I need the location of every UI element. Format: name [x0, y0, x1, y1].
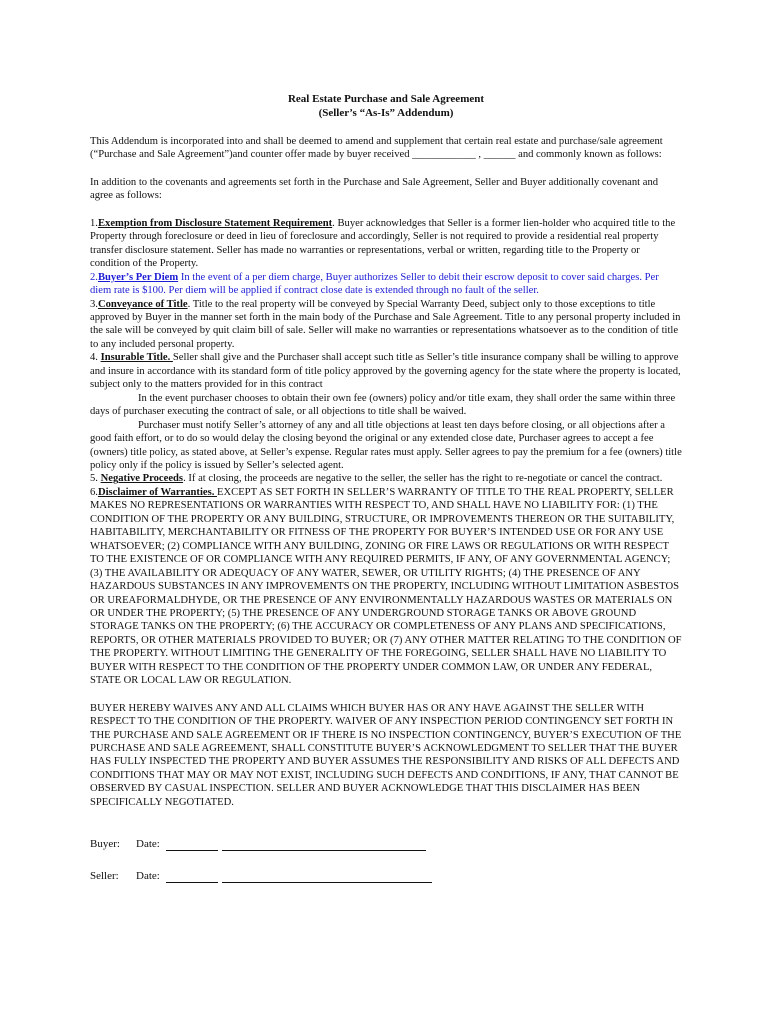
seller-label: Seller:: [90, 870, 119, 883]
section-1-heading: Exemption from Disclosure Statement Requirement: [97, 217, 333, 229]
seller-date-label: Date:: [136, 870, 160, 883]
section-5-number: 5.: [90, 473, 101, 485]
section-2-text: In the event of a per diem charge, Buyer authorizes Seller to debit their escrow deposit to cover said charges. Per diem rate is $100. Per diem will be applied if contract close date is extended through no fault of the seller.: [90, 271, 659, 297]
covenants-paragraph: In addition to the covenants and agreements set forth in the Purchase and Sale Agreement, Seller and Buyer additionally covenant and agree as follows:: [90, 176, 659, 202]
section-1-text: . Buyer acknowledges that Seller is a former lien-holder who acquired title to the Property through foreclosure or deed in lieu of foreclosure and accordingly, Seller is not required to provide a residential real property transfer disclosure statement. Seller has made no warranties or representations, verbal or written, regarding title to the Property or condition of the Property.: [90, 217, 676, 270]
section-6-text: EXCEPT AS SET FORTH IN SELLER’S WARRANTY OF TITLE TO THE REAL PROPERTY, SELLER MAKES NO REPRESENTATIONS OR WARRANTIES WITH RESPECT TO, AND SHALL HAVE NO LIABILITY FOR: (1) THE CONDITION OF THE PROPERTY OR ANY BUILDING, STRUCTURE, OR IMPROVEMENTS THEREON OR THE SUITABILITY, HABITABILITY, MERCHANTABILITY OR FITNESS OF THE PROPERTY FOR BUYER’S INTENDED USE OR FOR ANY USE WHATSOEVER; (2) COMPLIANCE WITH ANY BUILDING, ZONING OR FIRE LAWS OR REGULATIONS OR WITH RESPECT TO THE EXISTENCE OF OR COMPLIANCE WITH ANY REQUIRED PERMITS, IF ANY, OF ANY GOVERNMENTAL AGENCY; (3) THE AVAILABILITY OR ADEQUACY OF ANY WATER, SEWER, OR UTILITY RIGHTS; (4) THE PRESENCE OF ANY HAZARDOUS SUBSTANCES IN ANY IMPROVEMENTS ON THE PROPERTY, INCLUDING WITHOUT LIMITATION ASBESTOS OR UREAFORMALDHYDE, OR THE PRESENCE OF ANY ENVIRONMENTALLY HAZARDOUS WASTES OR MATERIALS ON OR UNDER THE PROPERTY; (5) THE PRESENCE OF ANY UNDERGROUND STORAGE TANKS OR ABOVE GROUND STORAGE TANKS ON THE PROPERTY; (6) THE ACCURACY OR COMPLETENESS OF ANY PLANS AND SPECIFICATIONS, REPORTS, OR OTHER MATERIALS PROVIDED TO BUYER; OR (7) ANY OTHER MATTER RELATING TO THE CONDITION OF THE PROPERTY. WITHOUT LIMITING THE GENERALITY OF THE FOREGOING, SELLER SHALL HAVE NO LIABILITY TO BUYER WITH RESPECT TO THE CONDITION OF THE PROPERTY UNDER COMMON LAW, OR UNDER ANY FEDERAL, STATE OR LOCAL LAW OR REGULATION.: [90, 486, 682, 687]
section-6-heading: Disclaimer of Warranties.: [97, 486, 218, 498]
section-3-text: . Title to the real property will be conveyed by Special Warranty Deed, subject only to those exceptions to title approved by Buyer in the manner set forth in the main body of the Purchase and Sale Agreement. Title to any personal property included in the sale will be conveyed by quit claim bill of sale. Seller will make no warranties or representations whatsoever as to the condition of title to any included personal property.: [90, 298, 681, 350]
signature-block: [90, 837, 682, 883]
section-4: [90, 351, 682, 391]
section-2: [90, 271, 682, 298]
buyer-date-label: Date:: [136, 838, 160, 851]
section-1-number: 1.: [90, 217, 98, 229]
section-2-number: 2.: [90, 271, 98, 283]
section-5-heading: Negative Proceeds: [100, 473, 184, 485]
intro-paragraph: This Addendum is incorporated into and shall be deemed to amend and supplement that certain real estate and purchase/sale agreement (“Purchase and Sale Agreement”)and counter offer made by buyer received ____________ , ______ and commonly known as follows:: [90, 136, 663, 161]
section-5-text: . If at closing, the proceeds are negative to the seller, the seller has the right to re-negotiate or cancel the contract.: [183, 473, 663, 485]
section-2-heading: Buyer’s Per Diem: [97, 271, 179, 283]
buyer-signature-field[interactable]: [222, 839, 426, 851]
section-5: [90, 472, 682, 485]
section-6: [90, 486, 682, 688]
seller-signature-row: [90, 869, 682, 883]
waiver-paragraph: BUYER HEREBY WAIVES ANY AND ALL CLAIMS WHICH BUYER HAS OR ANY HAVE AGAINST THE SELLER WITH RESPECT TO THE CONDITION OF THE PROPERTY. WAIVER OF ANY INSPECTION PERIOD CONTINGENCY SET FORTH IN THE PURCHASE AND SALE AGREEMENT OR IF THERE IS NO INSPECTION CONTINGENCY, BUYER’S EXECUTION OF THE PURCHASE AND SALE AGREEMENT, SHALL CONSTITUTE BUYER’S ACKNOWLEDGMENT TO SELLER THAT THE BUYER HAS FULLY INSPECTED THE PROPERTY AND BUYER ASSUMES THE RESPONSIBILITY AND RISKS OF ALL DEFECTS AND CONDITIONS THAT MAY OR MAY NOT EXIST, INCLUDING SUCH DEFECTS AND CONDITIONS, IF ANY, THAT CANNOT BE OBSERVED BY CASUAL INSPECTION. SELLER AND BUYER ACKNOWLEDGE THAT THIS DISCLAIMER HAS BEEN SPECIFICALLY NEGOTIATED.: [90, 702, 682, 808]
title-line-1: Real Estate Purchase and Sale Agreement: [287, 93, 485, 105]
buyer-date-field[interactable]: [166, 839, 218, 851]
section-3-heading: Conveyance of Title: [97, 298, 188, 310]
section-6-number: 6.: [90, 486, 98, 498]
section-4-text: Seller shall give and the Purchaser shall accept such title as Seller’s title insurance company shall be willing to approve and insure in accordance with its standard form of title policy approved by the governing agency for the state where the property is located, subject only to the matters provided for in this contract: [90, 352, 681, 391]
section-3: [90, 298, 682, 352]
section-1: [90, 217, 682, 271]
section-4-paragraph-3: Purchaser must notify Seller’s attorney of any and all title objections at least ten days before closing, or all objections after a good faith effort, or to do so would delay the closing beyond the original or any extended close date, Purchaser agrees to accept a fee (owners) title policy, as stated above, at Seller’s expense. Regular rates must apply. Seller agrees to pay the premium for a fee (owners) title policy only if the policy is issued by Seller’s selected agent.: [90, 419, 682, 471]
section-4-paragraph-2: In the event purchaser chooses to obtain their own fee (owners) policy and/or title exam, they shall order the same within three days of purchaser executing the contract of sale, or all objections to title shall be waived.: [90, 392, 676, 418]
buyer-signature-row: [90, 837, 682, 851]
buyer-label: Buyer:: [90, 838, 120, 851]
section-3-number: 3.: [90, 298, 98, 310]
title-line-2: (Seller’s “As-Is” Addendum): [318, 107, 454, 119]
seller-signature-field[interactable]: [222, 871, 432, 883]
seller-date-field[interactable]: [166, 871, 218, 883]
section-4-number: 4.: [90, 352, 101, 364]
section-4-heading: Insurable Title.: [100, 352, 173, 364]
document-title: [90, 92, 682, 120]
